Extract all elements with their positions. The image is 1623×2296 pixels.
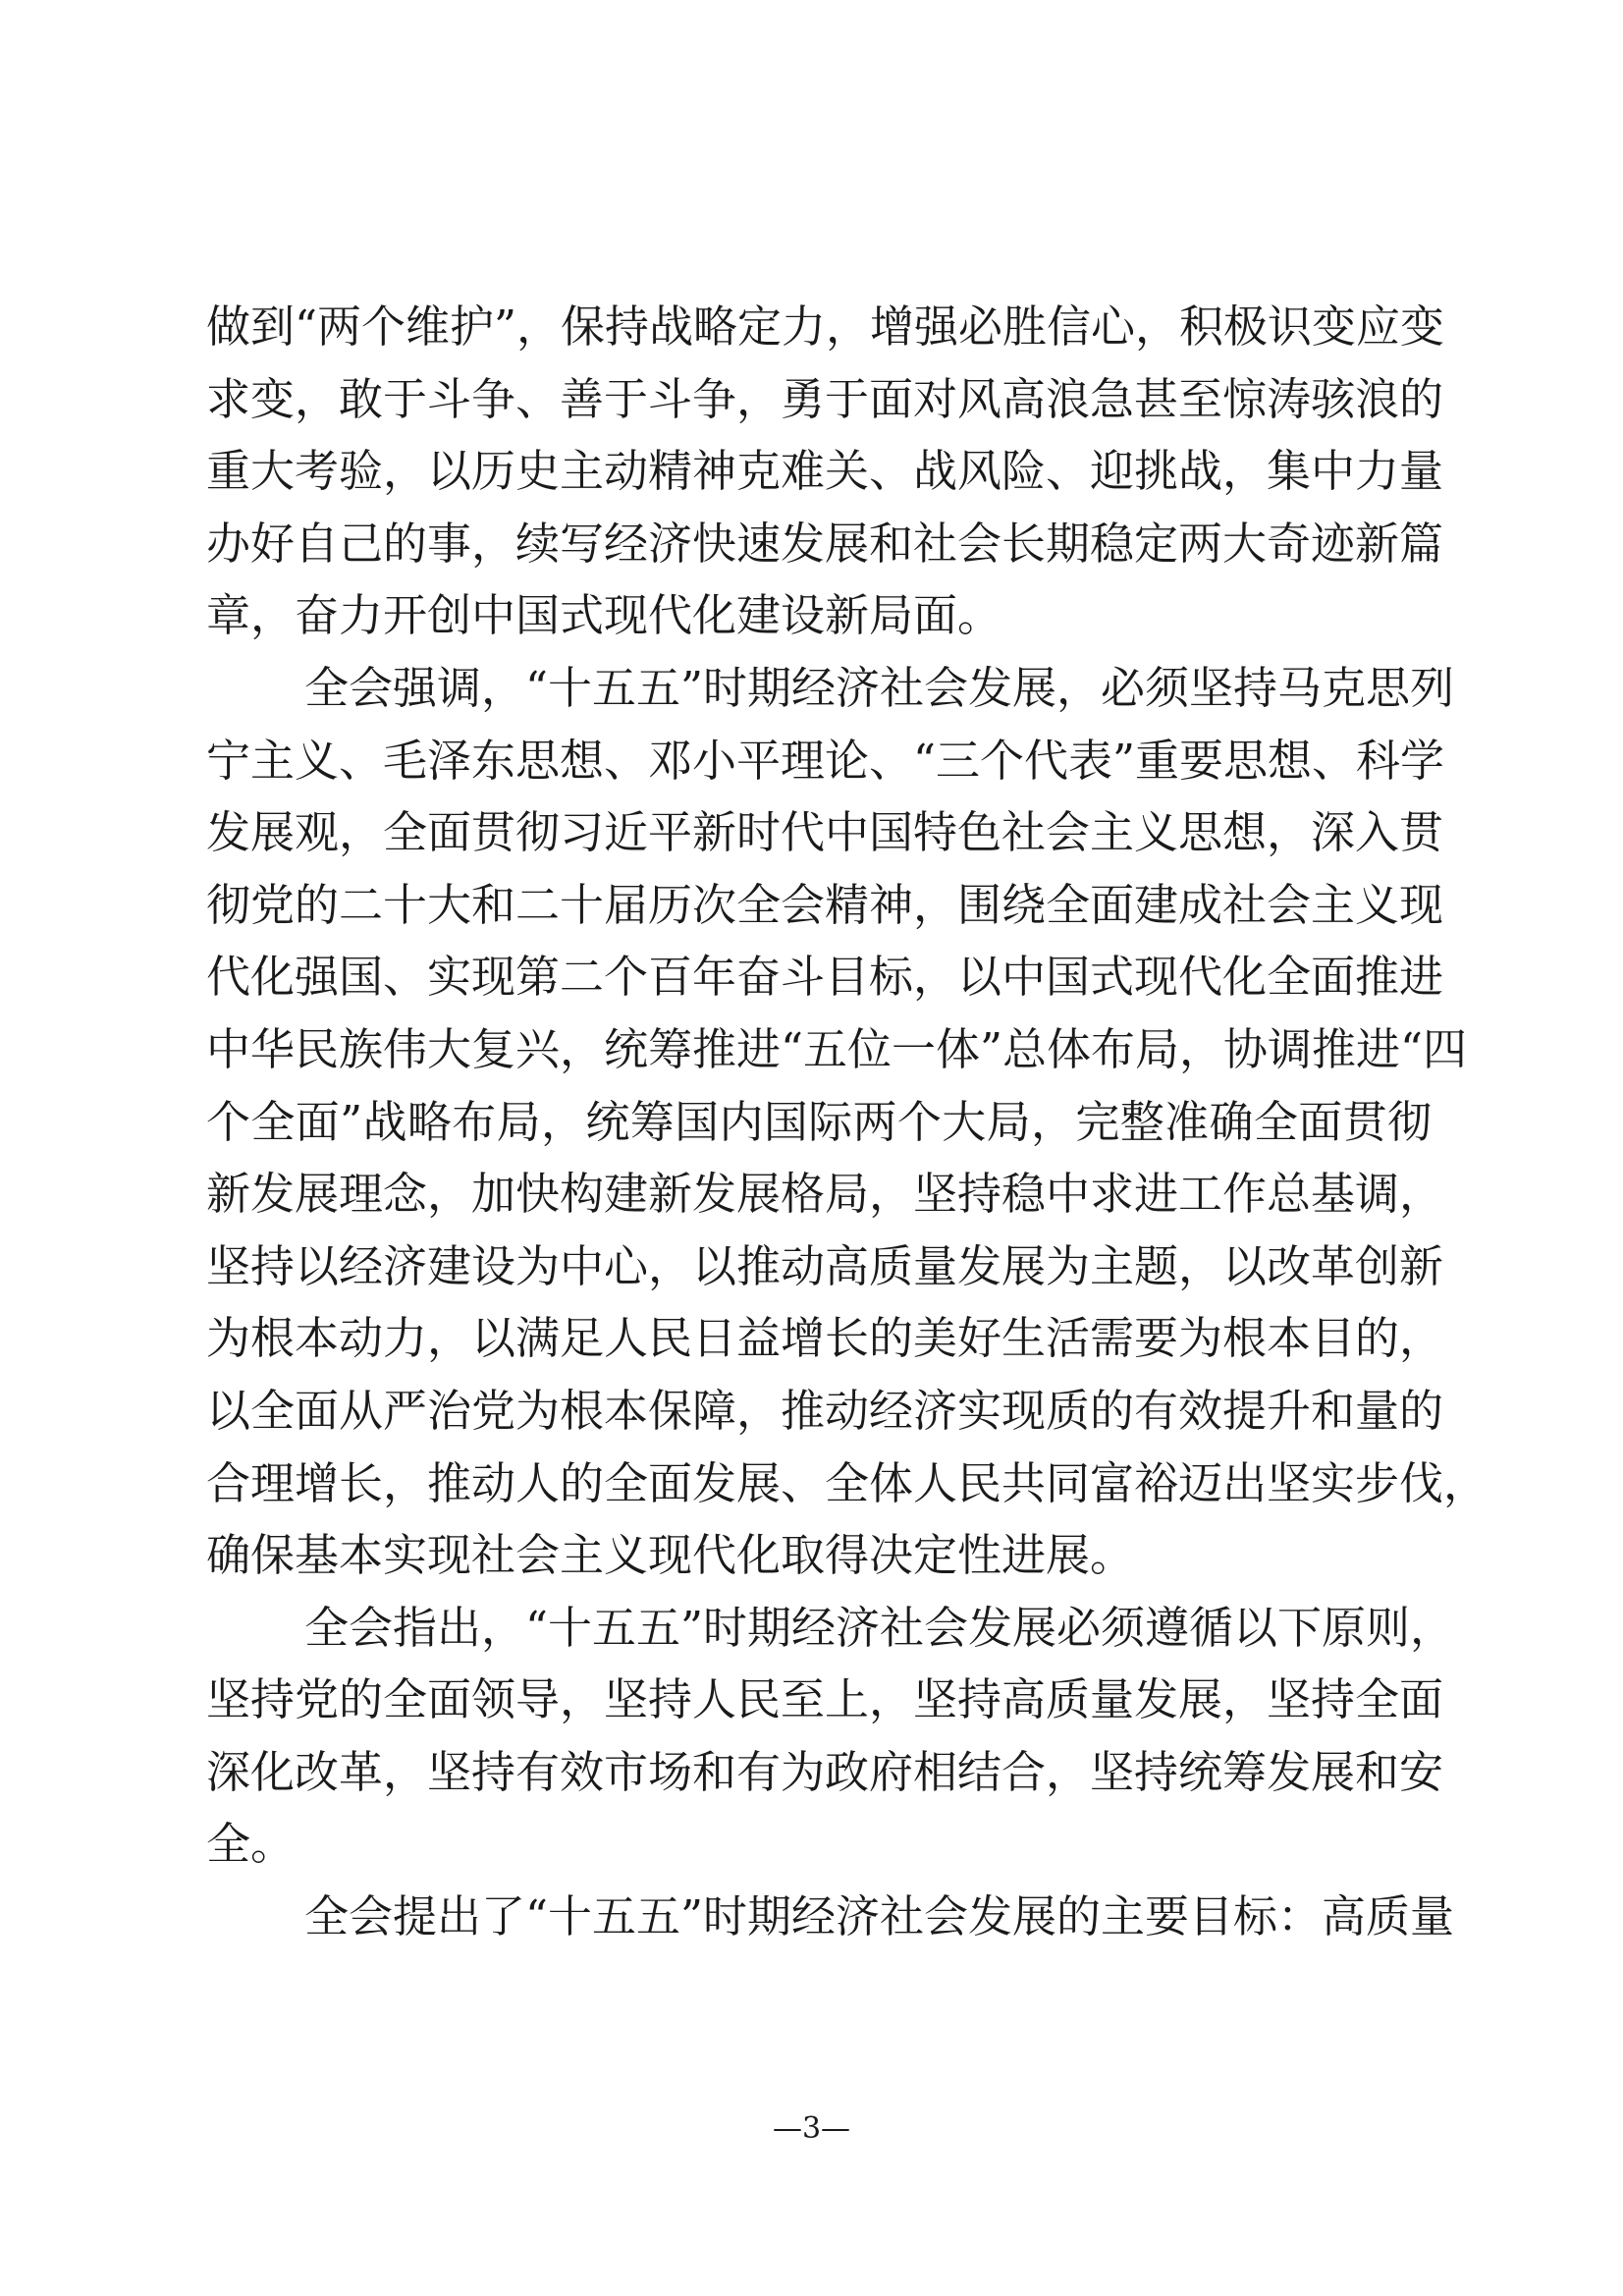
text-line: 个全面”战略布局，统筹国内国际两个大局，完整准确全面贯彻 bbox=[206, 1095, 1432, 1148]
text-line: 做到“两个维护”，保持战略定力，增强必胜信心，积极识变应变 bbox=[206, 301, 1445, 353]
text-line: 深化改革，坚持有效市场和有为政府相结合，坚持统筹发展和安 bbox=[206, 1745, 1444, 1798]
text-line: 重大考验，以历史主动精神克难关、战风险、迎挑战，集中力量 bbox=[206, 445, 1444, 498]
text-line: 章，奋力开创中国式现代化建设新局面。 bbox=[206, 589, 1002, 642]
text-line: 中华民族伟大复兴，统筹推进“五位一体”总体布局，协调推进“四 bbox=[206, 1022, 1468, 1075]
text-line: 合理增长，推动人的全面发展、全体人民共同富裕迈出坚实步伐， bbox=[206, 1456, 1488, 1509]
page-number: —3— bbox=[772, 2111, 851, 2146]
text-line: 彻党的二十大和二十届历次全会精神，围绕全面建成社会主义现 bbox=[206, 878, 1444, 931]
text-line: 宁主义、毛泽东思想、邓小平理论、“三个代表”重要思想、科学 bbox=[206, 734, 1445, 787]
text-line: 以全面从严治党为根本保障，推动经济实现质的有效提升和量的 bbox=[206, 1384, 1444, 1437]
text-line: 代化强国、实现第二个百年奋斗目标，以中国式现代化全面推进 bbox=[206, 951, 1444, 1004]
body-text bbox=[206, 291, 1488, 1953]
text-line: 坚持党的全面领导，坚持人民至上，坚持高质量发展，坚持全面 bbox=[206, 1673, 1444, 1726]
text-line: 办好自己的事，续写经济快速发展和社会长期稳定两大奇迹新篇 bbox=[206, 517, 1444, 570]
paragraph-start-line: 全会强调，“十五五”时期经济社会发展，必须坚持马克思列 bbox=[304, 661, 1455, 714]
text-line: 为根本动力，以满足人民日益增长的美好生活需要为根本目的， bbox=[206, 1312, 1444, 1365]
paragraph-start-line: 全会提出了“十五五”时期经济社会发展的主要目标：高质量 bbox=[304, 1890, 1455, 1943]
text-line: 坚持以经济建设为中心，以推动高质量发展为主题，以改革创新 bbox=[206, 1239, 1444, 1292]
text-line: 求变，敢于斗争、善于斗争，勇于面对风高浪急甚至惊涛骇浪的 bbox=[206, 372, 1444, 425]
text-line: 确保基本实现社会主义现代化取得决定性进展。 bbox=[206, 1529, 1135, 1582]
paragraph-start-line: 全会指出，“十五五”时期经济社会发展必须遵循以下原则， bbox=[304, 1601, 1455, 1654]
text-line: 全。 bbox=[206, 1818, 296, 1871]
text-line: 发展观，全面贯彻习近平新时代中国特色社会主义思想，深入贯 bbox=[206, 806, 1444, 859]
text-line: 新发展理念，加快构建新发展格局，坚持稳中求进工作总基调， bbox=[206, 1168, 1444, 1221]
